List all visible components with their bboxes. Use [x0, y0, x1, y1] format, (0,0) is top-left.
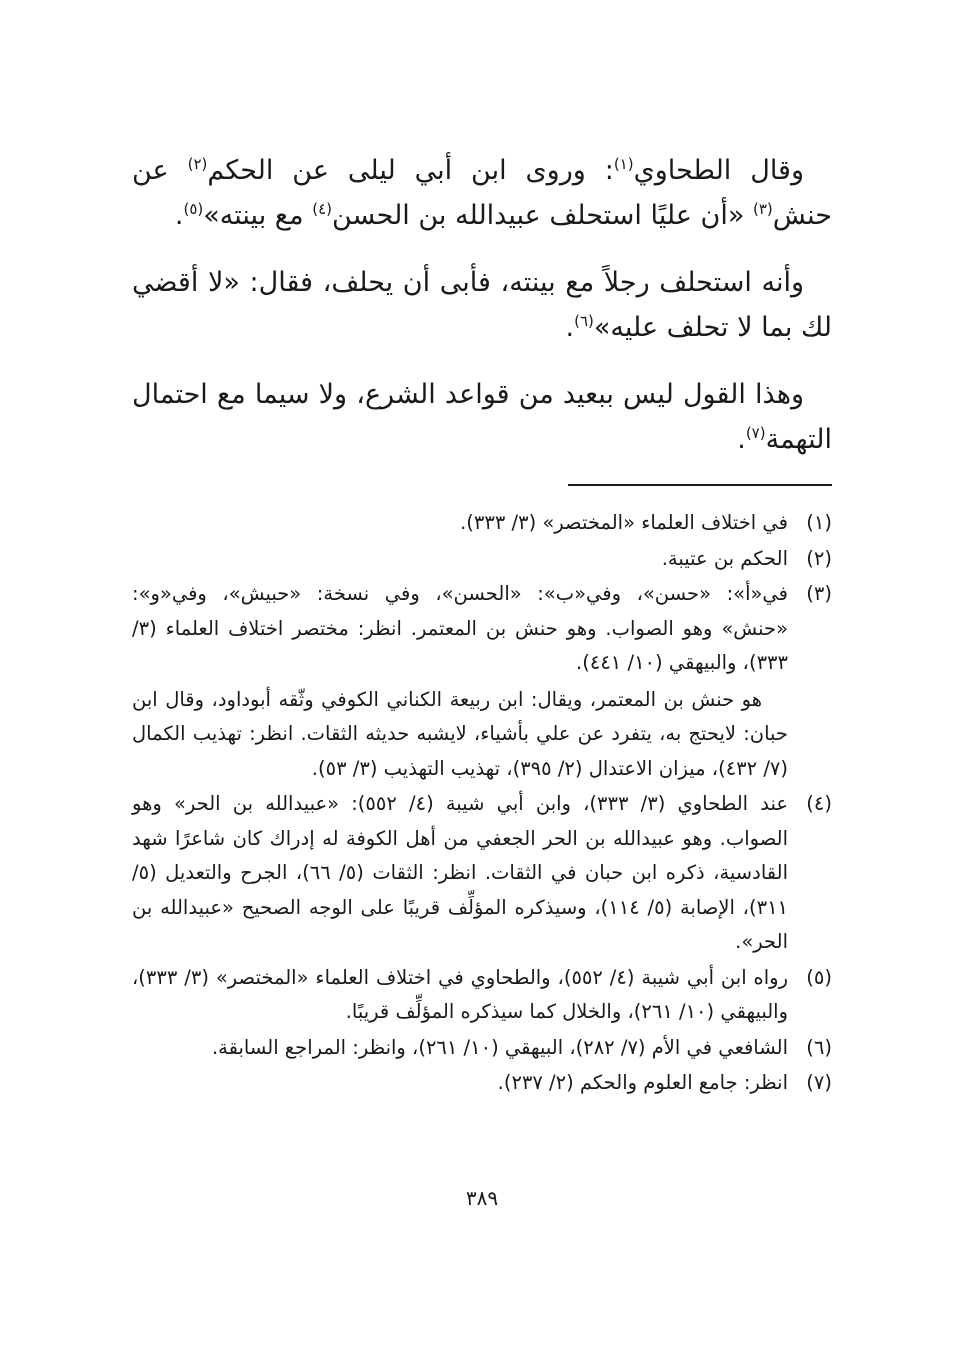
footnote-ref-5[interactable]: (٥)	[183, 200, 204, 218]
footnote-divider	[568, 484, 832, 486]
paragraph-1	[132, 148, 832, 238]
footnote-ref-6[interactable]: (٦)	[574, 312, 594, 330]
text-run: .	[737, 424, 746, 455]
footnote-ref-1[interactable]: (١)	[613, 155, 634, 173]
footnote-text: الحكم بن عتيبة.	[661, 546, 788, 570]
text-run: وهذا القول ليس ببعيد من قواعد الشرع، ولا سيما مع احتمال التهمة	[132, 379, 832, 455]
footnote-text: رواه ابن أبي شيبة (٤/ ٥٥٢)، والطحاوي في اختلاف العلماء «المختصر» (٣/ ٣٣٣)، والبيهقي (١٠/ ٢٦١)، والخلال كما سيذكره المؤلِّف قريبًا.	[132, 965, 789, 1023]
paragraph-2	[132, 260, 832, 350]
footnote-item	[132, 1066, 832, 1101]
main-text	[132, 148, 832, 484]
footnote-item	[132, 506, 832, 541]
paragraph-3	[132, 372, 832, 462]
page-number: ٣٨٩	[465, 1186, 499, 1210]
footnote-number: (٦)	[806, 1035, 832, 1059]
footnote-number: (٧)	[806, 1071, 832, 1094]
footnote-item	[132, 577, 832, 786]
text-run: : وروى ابن أبي ليلى عن الحكم	[207, 155, 614, 186]
footnote-number: (٥)	[806, 965, 832, 989]
footnote-text: الشافعي في الأم (٧/ ٢٨٢)، البيهقي (١٠/ ٢٦١)، وانظر: المراجع السابقة.	[211, 1035, 788, 1059]
footnote-ref-7[interactable]: (٧)	[745, 424, 766, 442]
text-run: وقال الطحاوي	[633, 155, 805, 186]
text-run: .	[174, 200, 184, 231]
footnote-item	[132, 1031, 832, 1066]
text-run: وأنه استحلف رجلاً مع بينته، فأبى أن يحلف، فقال: «لا أقضي لك بما لا تحلف عليه»	[132, 267, 832, 343]
footnote-text: عند الطحاوي (٣/ ٣٣٣)، وابن أبي شيبة (٤/ ٥٥٢): «عبيدالله بن الحر» وهو الصواب. وهو عبيدالله بن الحر الجعفي من أهل الكوفة له إدراك كان شاعرًا شهد القادسية، ذكره ابن حبان في الثقات. انظر: الثقات (٥/ ٦٦)، الجرح والتعديل (٥/ ٣١١)، الإصابة (٥/ ١١٤)، وسيذكره المؤلِّف قريبًا على الوجه الصحيح «عبيدالله بن الحر».	[132, 792, 789, 953]
footnote-number: (١)	[806, 511, 832, 534]
footnote-number: (٤)	[806, 792, 832, 815]
footnote-item	[132, 961, 832, 1030]
footnote-text: في«أ»: «حسن»، وفي«ب»: «الحسن»، وفي نسخة: «حبيش»، وفي«و»: «حنش» وهو الصواب. وهو حنش بن المعتمر. انظر: مختصر اختلاف العلماء (٣/ ٣٣٣)، والبيهقي (١٠/ ٤٤١).	[132, 582, 788, 674]
footnote-text: في اختلاف العلماء «المختصر» (٣/ ٣٣٣).	[460, 511, 788, 534]
footnote-number: (٣)	[806, 582, 832, 605]
footnotes	[132, 506, 832, 1102]
footnote-ref-4[interactable]: (٤)	[312, 200, 332, 218]
text-run: «أن عليًا استحلف عبيدالله بن الحسن	[332, 200, 753, 231]
footnote-body	[132, 577, 788, 786]
footnote-item	[132, 542, 832, 577]
text-run: مع بينته»	[203, 200, 313, 231]
footnote-item	[132, 787, 832, 960]
footnote-ref-3[interactable]: (٣)	[752, 200, 773, 218]
text-run: .	[565, 312, 575, 343]
footnote-text: انظر: جامع العلوم والحكم (٢/ ٢٣٧).	[497, 1071, 788, 1094]
footnote-ref-2[interactable]: (٢)	[187, 155, 208, 173]
footnote-number: (٢)	[806, 546, 832, 570]
text-run: عن حنش	[132, 155, 832, 231]
footnote-subparagraph: هو حنش بن المعتمر، ويقال: ابن ربيعة الكناني الكوفي وثّقه أبوداود، وقال ابن حبان: لايحتج به، يتفرد عن علي بأشياء، لايشبه حديثه الثقات. انظر: تهذيب الكمال (٧/ ٤٣٢)، ميزان الاعتدال (٢/ ٣٩٥)، تهذيب التهذيب (٣/ ٥٣).	[132, 687, 788, 780]
